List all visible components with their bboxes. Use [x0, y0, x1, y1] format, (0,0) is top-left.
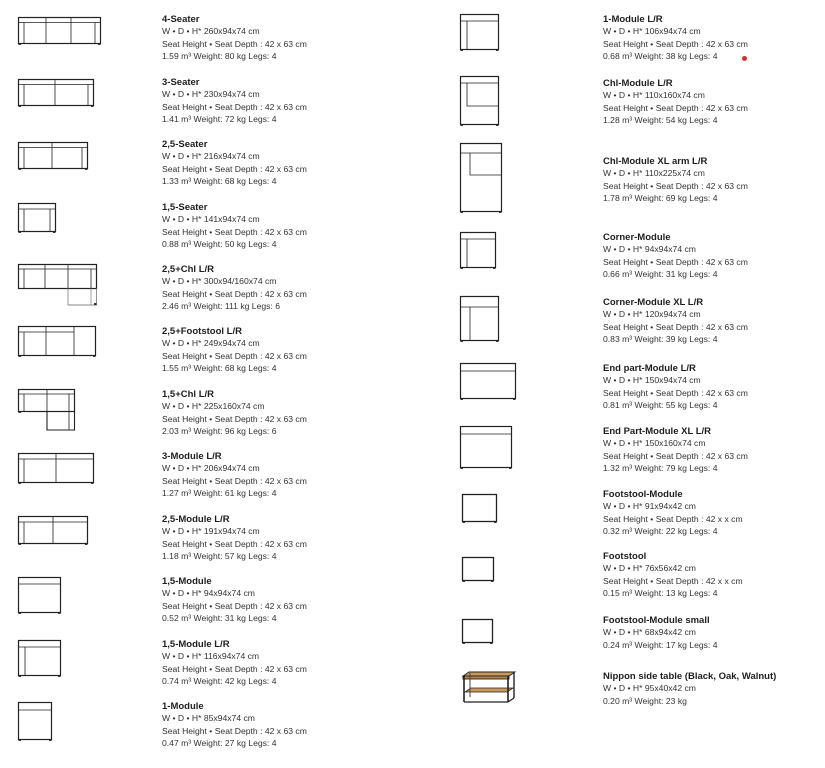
- product-dimensions: W • D • H* 94x94x74 cm: [162, 588, 255, 598]
- product-spec-chaise-module: [603, 78, 825, 127]
- footstool-icon: [462, 557, 498, 583]
- footstool-module-small-icon: [462, 619, 498, 647]
- two-half-seater-sofa-icon: [18, 142, 92, 170]
- product-dimensions: W • D • H* 106x94x74 cm: [603, 26, 701, 36]
- product-volume-weight-legs: 0.15 m³ Weight: 13 kg Legs: 4: [603, 588, 718, 598]
- product-volume-weight-legs: 0.52 m³ Weight: 31 kg Legs: 4: [162, 613, 277, 623]
- one-half-module-lr-icon: [18, 640, 64, 678]
- product-volume-weight-legs: 1.41 m³ Weight: 72 kg Legs: 4: [162, 114, 277, 124]
- end-part-module-xl-icon: [460, 426, 516, 470]
- product-spec-1-module: [162, 701, 422, 750]
- corner-module-icon: [460, 232, 500, 270]
- product-name: 1,5-Module L/R: [162, 639, 230, 650]
- product-dimensions: W • D • H* 249x94x74 cm: [162, 338, 260, 348]
- product-spec-2-5-module: [162, 514, 422, 563]
- product-volume-weight-legs: 0.83 m³ Weight: 39 kg Legs: 4: [603, 334, 718, 344]
- product-dimensions: W • D • H* 95x40x42 cm: [603, 683, 696, 693]
- product-dimensions: W • D • H* 206x94x74 cm: [162, 463, 260, 473]
- product-seat-dimensions: Seat Height • Seat Depth : 42 x 63 cm: [162, 226, 307, 237]
- product-dimensions: W • D • H* 141x94x74 cm: [162, 214, 260, 224]
- product-name: Footstool: [603, 551, 647, 562]
- product-name: 1,5+Chl L/R: [162, 389, 214, 400]
- product-name: Footstool-Module: [603, 489, 683, 500]
- product-seat-dimensions: Seat Height • Seat Depth : 42 x 63 cm: [603, 102, 748, 113]
- product-volume-weight-legs: 2.46 m³ Weight: 111 kg Legs: 6: [162, 301, 280, 311]
- side-table-icon: [461, 668, 519, 706]
- product-seat-dimensions: Seat Height • Seat Depth : 42 x 63 cm: [603, 450, 748, 461]
- two-half-module-sofa-icon: [18, 516, 92, 546]
- chaise-module-icon: [460, 76, 502, 128]
- product-seat-dimensions: Seat Height • Seat Depth : 42 x 63 cm: [162, 413, 307, 424]
- product-spec-corner-module: [603, 232, 825, 281]
- one-half-chaise-sofa-icon: [18, 389, 80, 433]
- product-volume-weight-legs: 0.68 m³ Weight: 38 kg Legs: 4: [603, 51, 718, 61]
- one-module-icon: [18, 702, 56, 742]
- product-spec-3-seater: [162, 77, 422, 126]
- product-spec-footstool-module-small: [603, 615, 825, 651]
- product-name: Footstool-Module small: [603, 615, 710, 626]
- product-seat-dimensions: Seat Height • Seat Depth : 42 x 63 cm: [162, 101, 307, 112]
- product-volume-weight-legs: 1.59 m³ Weight: 80 kg Legs: 4: [162, 51, 277, 61]
- product-spec-end-part-module-xl: [603, 426, 825, 475]
- product-name: Nippon side table (Black, Oak, Walnut): [603, 671, 777, 682]
- product-spec-corner-module-xl: [603, 297, 825, 346]
- product-volume-weight-legs: 0.32 m³ Weight: 22 kg Legs: 4: [603, 526, 718, 536]
- product-dimensions: W • D • H* 150x94x74 cm: [603, 375, 701, 385]
- product-name: 3-Module L/R: [162, 451, 222, 462]
- product-dimensions: W • D • H* 116x94x74 cm: [162, 651, 260, 661]
- two-half-footstool-sofa-icon: [18, 326, 100, 358]
- product-dimensions: W • D • H* 76x56x42 cm: [603, 563, 696, 573]
- product-spec-3-module: [162, 451, 422, 500]
- product-volume-weight-legs: 0.81 m³ Weight: 55 kg Legs: 4: [603, 400, 718, 410]
- product-volume-weight-legs: 1.33 m³ Weight: 68 kg Legs: 4: [162, 176, 277, 186]
- product-seat-dimensions: Seat Height • Seat Depth : 42 x 63 cm: [162, 163, 307, 174]
- one-half-seater-sofa-icon: [18, 203, 60, 233]
- product-spec-4-seater: [162, 14, 422, 63]
- product-spec-chaise-module-xl-arm: [603, 156, 825, 205]
- product-volume-weight-legs: 1.27 m³ Weight: 61 kg Legs: 4: [162, 488, 277, 498]
- one-module-lr-icon: [460, 14, 502, 52]
- product-volume-weight: 0.20 m³ Weight: 23 kg: [603, 695, 687, 706]
- product-name: 2,5+Footstool L/R: [162, 326, 242, 337]
- product-name: 2,5-Seater: [162, 139, 208, 150]
- product-name: End Part-Module XL L/R: [603, 426, 712, 437]
- product-dimensions: W • D • H* 68x94x42 cm: [603, 627, 696, 637]
- product-volume-weight-legs: 0.74 m³ Weight: 42 kg Legs: 4: [162, 676, 277, 686]
- product-dimensions: W • D • H* 110x225x74 cm: [603, 168, 705, 178]
- product-name: 4-Seater: [162, 14, 200, 25]
- product-spec-footstool-module: [603, 489, 825, 538]
- product-name: Chl-Module XL arm L/R: [603, 156, 708, 167]
- product-name: 2,5+Chl L/R: [162, 264, 214, 275]
- product-spec-1-5-module-lr: [162, 639, 422, 688]
- product-volume-weight-legs: 0.47 m³ Weight: 27 kg Legs: 4: [162, 738, 277, 748]
- product-volume-weight-legs: 1.18 m³ Weight: 57 kg Legs: 4: [162, 551, 277, 561]
- two-half-chaise-sofa-icon: [18, 264, 100, 308]
- four-seater-sofa-icon: [18, 17, 104, 45]
- product-dimensions: W • D • H* 260x94x74 cm: [162, 26, 260, 36]
- product-name: 3-Seater: [162, 77, 200, 88]
- product-dimensions: W • D • H* 150x160x74 cm: [603, 438, 706, 448]
- product-seat-dimensions: Seat Height • Seat Depth : 42 x 63 cm: [162, 663, 307, 674]
- three-seater-sofa-icon: [18, 79, 98, 107]
- product-seat-dimensions: Seat Height • Seat Depth : 42 x 63 cm: [162, 538, 307, 549]
- product-spec-2-5-seater: [162, 139, 422, 188]
- product-volume-weight-legs: 1.55 m³ Weight: 68 kg Legs: 4: [162, 363, 277, 373]
- product-spec-1-5-seater: [162, 202, 422, 251]
- footstool-module-icon: [462, 494, 500, 524]
- product-volume-weight-legs: 1.32 m³ Weight: 79 kg Legs: 4: [603, 463, 718, 473]
- product-seat-dimensions: Seat Height • Seat Depth : 42 x 63 cm: [603, 180, 748, 191]
- product-name: Chl-Module L/R: [603, 78, 673, 89]
- product-dimensions: W • D • H* 191x94x74 cm: [162, 526, 260, 536]
- product-dimensions: W • D • H* 225x160x74 cm: [162, 401, 265, 411]
- product-name: 2,5-Module L/R: [162, 514, 230, 525]
- product-dimensions: W • D • H* 91x94x42 cm: [603, 501, 696, 511]
- product-seat-dimensions: Seat Height • Seat Depth : 42 x 63 cm: [162, 600, 307, 611]
- product-name: End part-Module L/R: [603, 363, 696, 374]
- product-spec-1-5-chaise: [162, 389, 422, 438]
- product-dimensions: W • D • H* 85x94x74 cm: [162, 713, 255, 723]
- product-name: Corner-Module XL L/R: [603, 297, 704, 308]
- product-name: 1,5-Module: [162, 576, 212, 587]
- product-volume-weight-legs: 0.66 m³ Weight: 31 kg Legs: 4: [603, 269, 718, 279]
- product-volume-weight-legs: 0.88 m³ Weight: 50 kg Legs: 4: [162, 239, 277, 249]
- product-volume-weight-legs: 2.03 m³ Weight: 96 kg Legs: 6: [162, 426, 277, 436]
- product-seat-dimensions: Seat Height • Seat Depth : 42 x 63 cm: [603, 38, 748, 49]
- product-spec-end-part-module: [603, 363, 825, 412]
- chaise-module-xl-arm-icon: [460, 143, 506, 215]
- end-part-module-icon: [460, 363, 520, 401]
- product-dimensions: W • D • H* 216x94x74 cm: [162, 151, 260, 161]
- product-dimensions: W • D • H* 230x94x74 cm: [162, 89, 260, 99]
- product-seat-dimensions: Seat Height • Seat Depth : 42 x 63 cm: [162, 38, 307, 49]
- product-seat-dimensions: Seat Height • Seat Depth : 42 x 63 cm: [603, 256, 748, 267]
- product-seat-dimensions: Seat Height • Seat Depth : 42 x 63 cm: [162, 475, 307, 486]
- corner-module-xl-icon: [460, 296, 502, 344]
- product-spec-nippon-side-table: [603, 671, 825, 707]
- product-seat-dimensions: Seat Height • Seat Depth : 42 x 63 cm: [162, 725, 307, 736]
- product-spec-2-5-footstool: [162, 326, 422, 375]
- product-seat-dimensions: Seat Height • Seat Depth : 42 x 63 cm: [162, 350, 307, 361]
- product-seat-dimensions: Seat Height • Seat Depth : 42 x 63 cm: [603, 387, 748, 398]
- product-seat-dimensions: Seat Height • Seat Depth : 42 x x cm: [603, 513, 743, 524]
- product-name: 1-Module L/R: [603, 14, 663, 25]
- product-spec-2-5-chaise: [162, 264, 422, 313]
- product-volume-weight-legs: 1.78 m³ Weight: 69 kg Legs: 4: [603, 193, 718, 203]
- product-name: 1,5-Seater: [162, 202, 208, 213]
- product-spec-1-5-module: [162, 576, 422, 625]
- one-half-module-icon: [18, 577, 64, 615]
- product-name: Corner-Module: [603, 232, 671, 243]
- product-dimensions: W • D • H* 300x94/160x74 cm: [162, 276, 277, 286]
- product-dimensions: W • D • H* 110x160x74 cm: [603, 90, 705, 100]
- product-seat-dimensions: Seat Height • Seat Depth : 42 x 63 cm: [603, 321, 748, 332]
- product-seat-dimensions: Seat Height • Seat Depth : 42 x 63 cm: [162, 288, 307, 299]
- product-spec-footstool: [603, 551, 825, 600]
- product-volume-weight-legs: 0.24 m³ Weight: 17 kg Legs: 4: [603, 639, 718, 650]
- accent-dot: [742, 56, 747, 61]
- product-dimensions: W • D • H* 94x94x74 cm: [603, 244, 696, 254]
- product-dimensions: W • D • H* 120x94x74 cm: [603, 309, 701, 319]
- product-volume-weight-legs: 1.28 m³ Weight: 54 kg Legs: 4: [603, 115, 718, 125]
- product-name: 1-Module: [162, 701, 204, 712]
- product-seat-dimensions: Seat Height • Seat Depth : 42 x x cm: [603, 575, 743, 586]
- three-module-sofa-icon: [18, 453, 98, 485]
- product-spec-1-module-lr: [603, 14, 825, 63]
